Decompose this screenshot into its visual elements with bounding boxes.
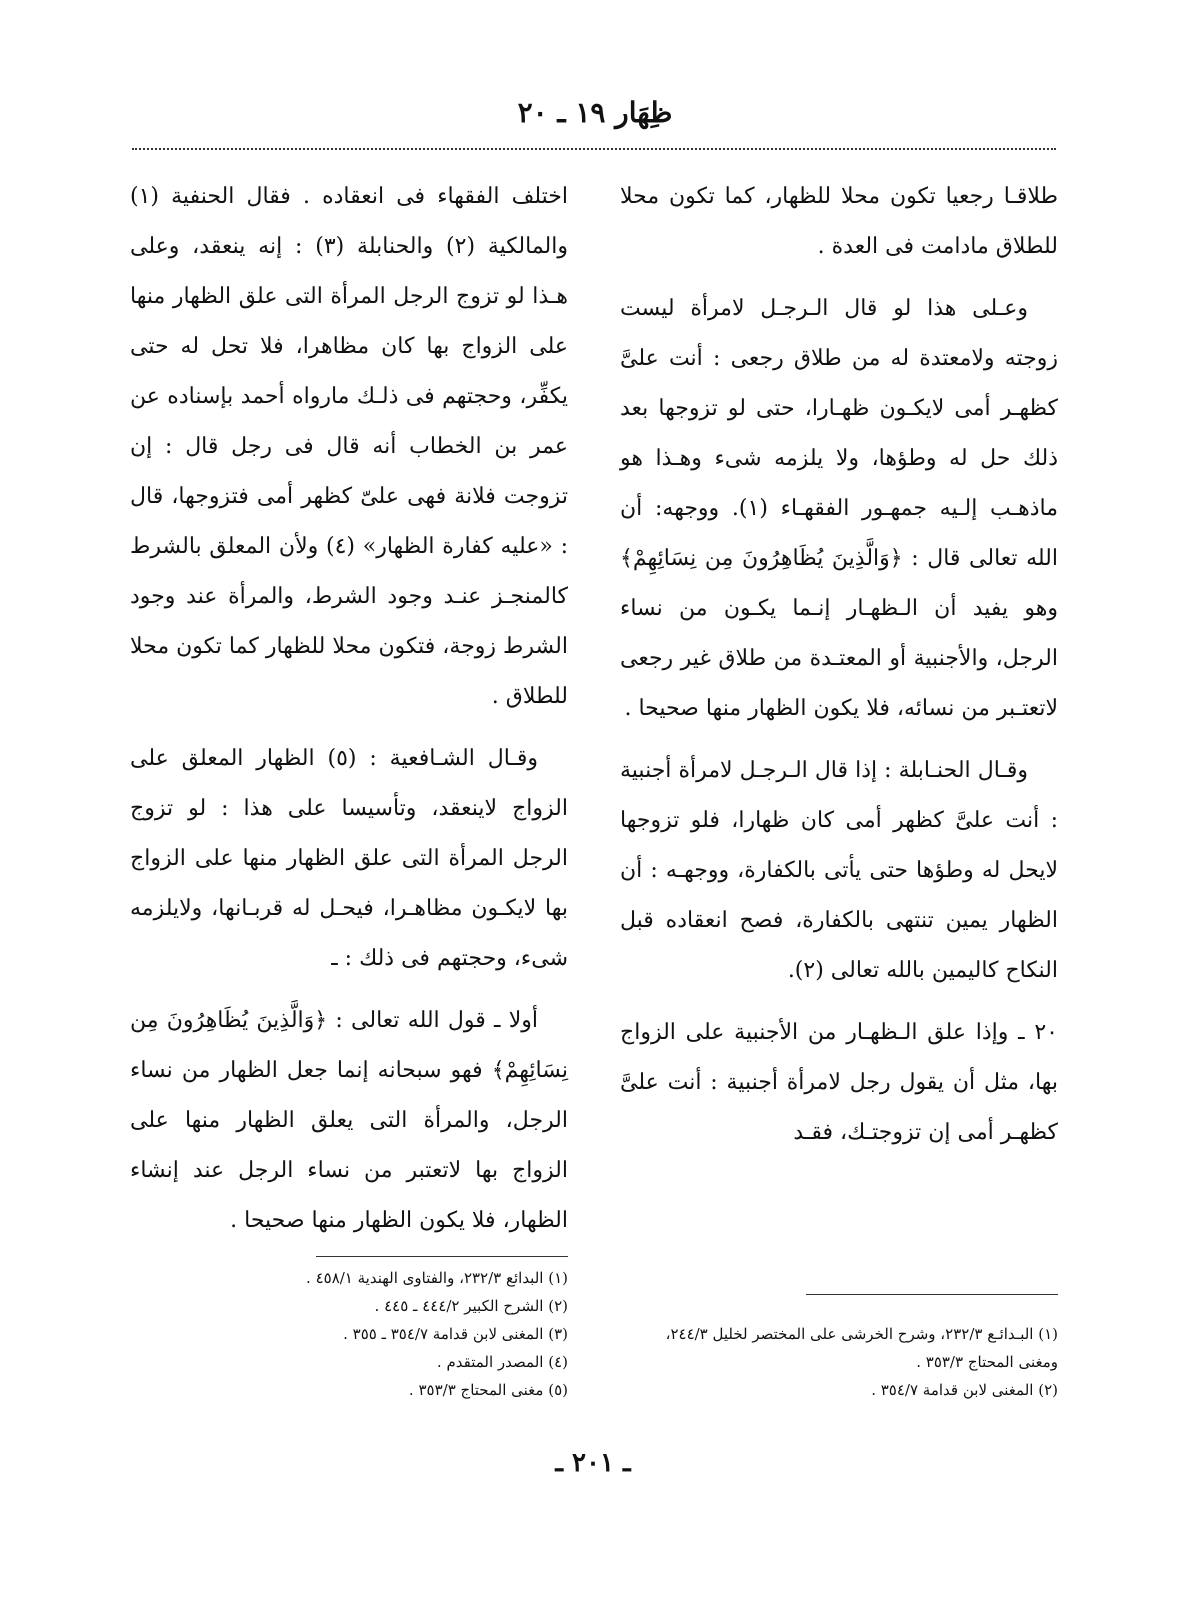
section-20-paragraph: ٢٠ ـ وإذا علق الـظهـار من الأجنبية على الزواج بها، مثل أن يقول رجل لامرأة أجنبية : أنت علىَّ كظهـر أمى إن تزوجتـك، فقـد — [620, 1020, 1058, 1145]
paragraph: طلاقـا رجعيا تكون محلا للظهار، كما تكون محلا للطلاق مادامت فى العدة . — [620, 184, 1058, 259]
footnote: (٥) مغنى المحتاج ٣٥٣/٣ . — [408, 1381, 568, 1399]
paragraph: وعـلى هذا لو قال الـرجـل لامرأة ليست زوجته ولامعتدة له من طلاق رجعى : أنت علىَّ كظهـر أمى لايكـون ظهـارا، حتى لو تزوجها بعد ذلك حل له وطؤها، ولا يلزمه شىء وهـذا هو ماذهـب إلـيه جمهـور الفقهـاء (١). ووجهه: أن الله تعالى قال : ﴿وَالَّذِينَ يُظَاهِرُونَ مِن نِسَائِهِمْ﴾ وهو يفيد أن الـظهـار إنـما يكـون من نساء الرجل، والأجنبية أو المعتـدة من طلاق غير رجعى لاتعتـبر من نسائه، فلا يكون الظهار منها صحيحا . — [620, 296, 1058, 721]
footnote: (٤) المصدر المتقدم . — [436, 1353, 568, 1371]
page-title: ظِهَار ١٩ ـ ٢٠ — [517, 96, 673, 129]
page-number: ـ ٢٠١ ـ — [555, 1448, 631, 1478]
footnote: (٣) المغنى لابن قدامة ٣٥٤/٧ ـ ٣٥٥ . — [343, 1325, 568, 1343]
footnote-divider-right — [806, 1294, 1058, 1295]
footnotes-left — [138, 1264, 568, 1404]
footnote: (١) البدائع ٢٣٢/٣، والفتاوى الهندية ٤٥٨/١ . — [306, 1269, 568, 1287]
left-column — [130, 172, 568, 1258]
footnote: (٢) الشرح الكبير ٤٤٤/٢ ـ ٤٤٥ . — [374, 1297, 568, 1315]
paragraph: وقـال الحنـابلة : إذا قال الـرجـل لامرأة أجنبية : أنت علىَّ كظهر أمى كان ظهارا، فلو تزوجها لايحل له وطؤها حتى يأتى بالكفارة، ووجهـه : أن الظهار يمين تنتهى بالكفارة، فصح انعقاده قبل النكاح كاليمين بالله تعالى (٢). — [620, 758, 1058, 983]
right-column — [620, 172, 1058, 1170]
footnote: (٢) المغنى لابن قدامة ٣٥٤/٧ . — [871, 1381, 1058, 1399]
paragraph: أولا ـ قول الله تعالى : ﴿وَالَّذِينَ يُظَاهِرُونَ مِن نِسَائِهِمْ﴾ فهو سبحانه إنما جعل الظهار من نساء الرجل، والمرأة التى يعلق الظهار منها على الزواج بها لاتعتبر من نساء الرجل عند إنشاء الظهار، فلا يكون الظهار منها صحيحا . — [130, 1008, 568, 1233]
footnotes-right — [628, 1320, 1058, 1404]
paragraph: اختلف الفقهاء فى انعقاده . فقال الحنفية (١) والمالكية (٢) والحنابلة (٣) : إنه ينعقد، وعلى هـذا لو تزوج الرجل المرأة التى علق الظهار منها على الزواج بها كان مظاهرا، فلا تحل له حتى يكفِّر، وحجتهم فى ذلـك مارواه أحمد بإسناده عن عمر بن الخطاب أنه قال فى رجل قال : إن تزوجت فلانة فهى علىّ كظهر أمى فتزوجها، قال : «عليه كفارة الظهار» (٤) ولأن المعلق بالشرط كالمنجـز عنـد وجود الشرط، والمرأة عند وجود الشرط زوجة، فتكون محلا للظهار كما تكون محلا للطلاق . — [130, 184, 568, 709]
footnote-divider-left — [316, 1256, 568, 1257]
footnote: (١) البـدائـع ٢٣٢/٣، وشرح الخرشى على المختصر لخليل ٢٤٤/٣، ومغنى المحتاج ٣٥٣/٣ . — [665, 1325, 1058, 1371]
paragraph: وقـال الشـافعية : (٥) الظهار المعلق على الزواج لاينعقد، وتأسيسا على هذا : لو تزوج الرجل المرأة التى علق الظهار منها على الزواج بها لايكـون مظاهـرا، فيحـل له قربـانها، ولايلزمه شىء، وحجتهم فى ذلك : ـ — [130, 746, 568, 971]
header-divider — [132, 148, 1056, 150]
